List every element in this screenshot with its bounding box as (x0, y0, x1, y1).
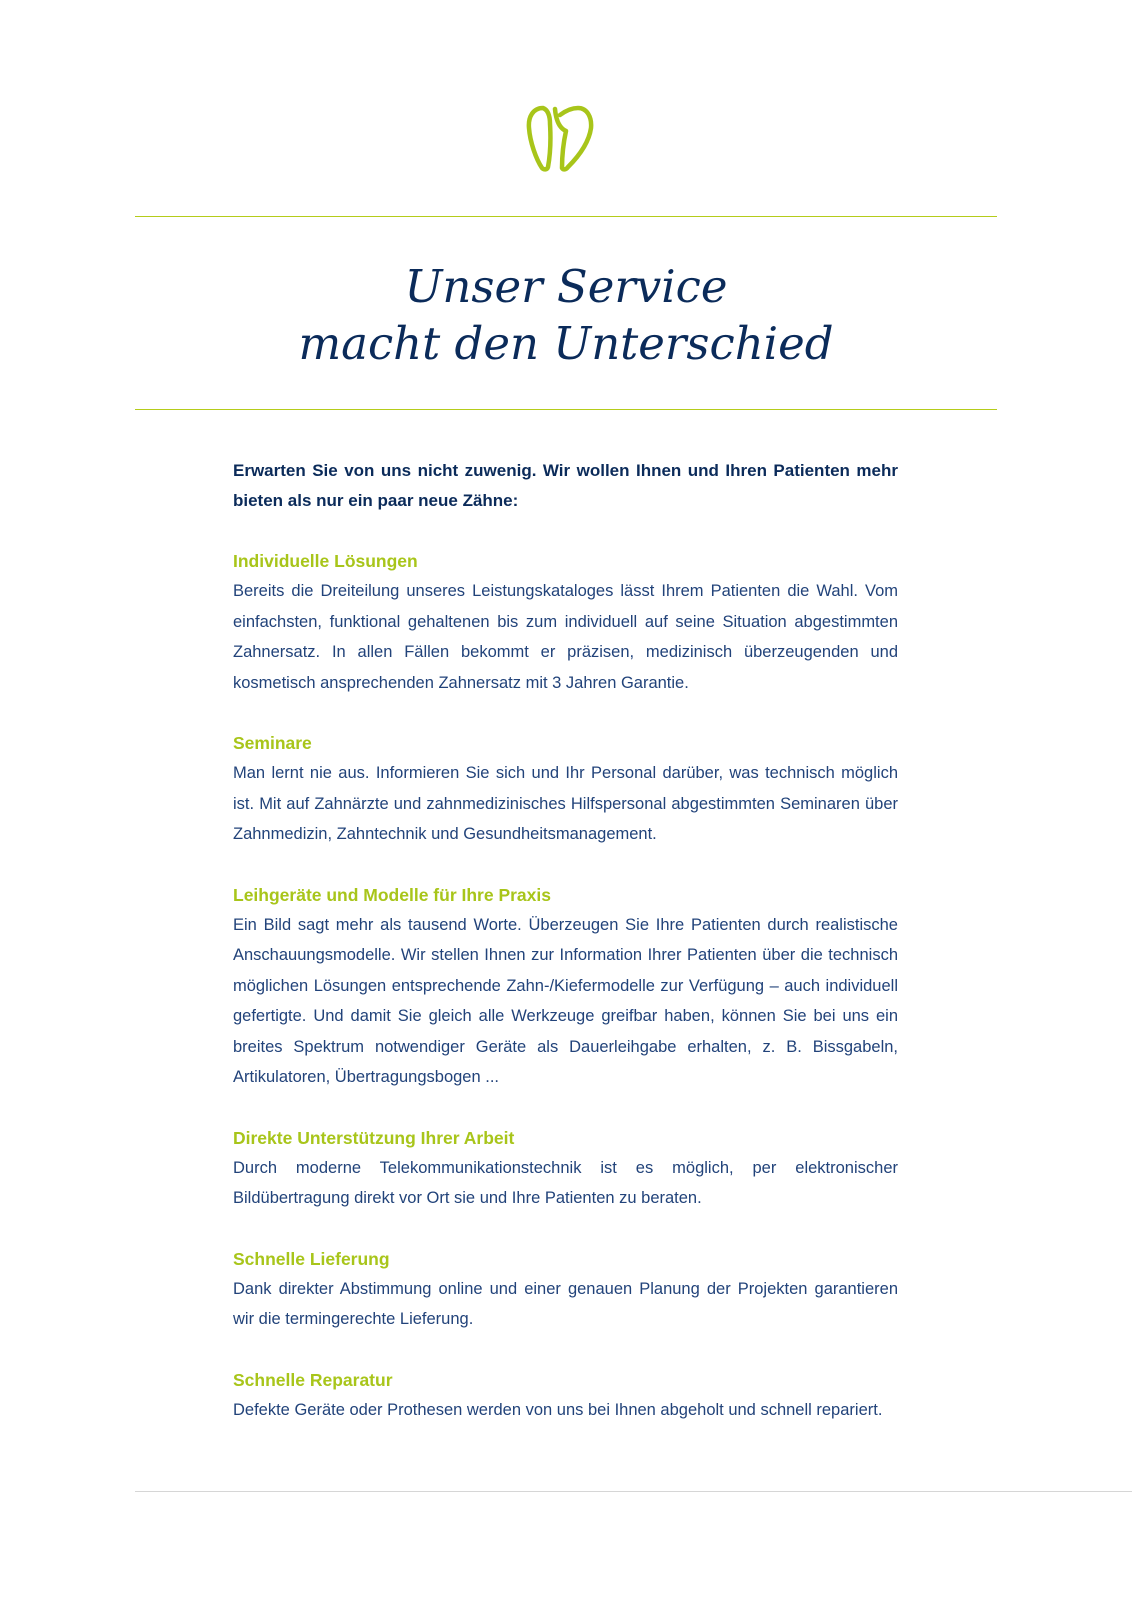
title-line-1: Unser Service (404, 260, 728, 313)
section-individual-solutions (233, 546, 898, 698)
section-direct-support (233, 1123, 898, 1214)
section-heading: Direkte Unterstützung Ihrer Arbeit (233, 1127, 515, 1148)
section-heading: Individuelle Lösungen (233, 551, 418, 571)
section-heading: Schnelle Reparatur (233, 1369, 393, 1390)
section-heading: Schnelle Lieferung (233, 1248, 390, 1269)
section-fast-repair (233, 1365, 898, 1426)
top-divider (135, 216, 997, 217)
section-fast-delivery (233, 1244, 898, 1335)
section-text: Man lernt nie aus. Informieren Sie sich und Ihr Personal darüber, was technisch möglich ist. Mit auf Zahnärzte und zahnmedizinisches Hilfspersonal abgestimmten Seminaren über Zahnmedizin, Zahntechnik und Gesundheitsmanagement. (233, 764, 898, 843)
section-loan-devices (233, 880, 898, 1093)
section-heading: Leihgeräte und Modelle für Ihre Praxis (233, 884, 551, 905)
section-seminars (233, 728, 898, 850)
section-text: Defekte Geräte oder Prothesen werden von uns bei Ihnen abgeholt und schnell repariert. (233, 1400, 883, 1419)
title-line-2: macht den Unterschied (298, 317, 834, 370)
service-content (233, 456, 898, 1425)
footer-divider (135, 1491, 1132, 1492)
intro-text: Erwarten Sie von uns nicht zuwenig. Wir wollen Ihnen und Ihren Patienten mehr bieten als nur ein paar neue Zähne: (233, 461, 898, 510)
section-text: Dank direkter Abstimmung online und einer genauen Planung der Projekten garantieren wir die termingerechte Lieferung. (233, 1279, 898, 1328)
section-text: Durch moderne Telekommunikationstechnik ist es möglich, per elektronischer Bildübertragung direkt vor Ort sie und Ihre Patienten zu beraten. (233, 1158, 898, 1207)
section-heading: Seminare (233, 733, 312, 753)
section-text: Ein Bild sagt mehr als tausend Worte. Überzeugen Sie Ihre Patienten durch realistische Anschauungsmodelle. Wir stellen Ihnen zur Information Ihrer Patienten über die technisch möglichen Lösungen entsprechende Zahn-/Kiefermodelle zur Verfügung – auch individuell gefertigte. Und damit Sie gleich alle Werkzeuge greifbar haben, können Sie bei uns ein breites Spektrum notwendiger Geräte als Dauerleihgabe erhalten, z. B. Bissgabeln, Artikulatoren, Übertragungsbogen ... (233, 915, 898, 1086)
section-text: Bereits die Dreiteilung unseres Leistungskataloges lässt Ihrem Patienten die Wahl. Vom einfachsten, funktional gehaltenen bis zum individuell auf seine Situation abgestimmten Zahnersatz. In allen Fällen bekommt er präzisen, medizinisch überzeugenden und kosmetisch ansprechenden Zahnersatz mit 3 Jahren Garantie. (233, 582, 898, 692)
title-divider (135, 409, 997, 410)
tooth-icon (526, 104, 596, 174)
page-title (135, 258, 997, 372)
